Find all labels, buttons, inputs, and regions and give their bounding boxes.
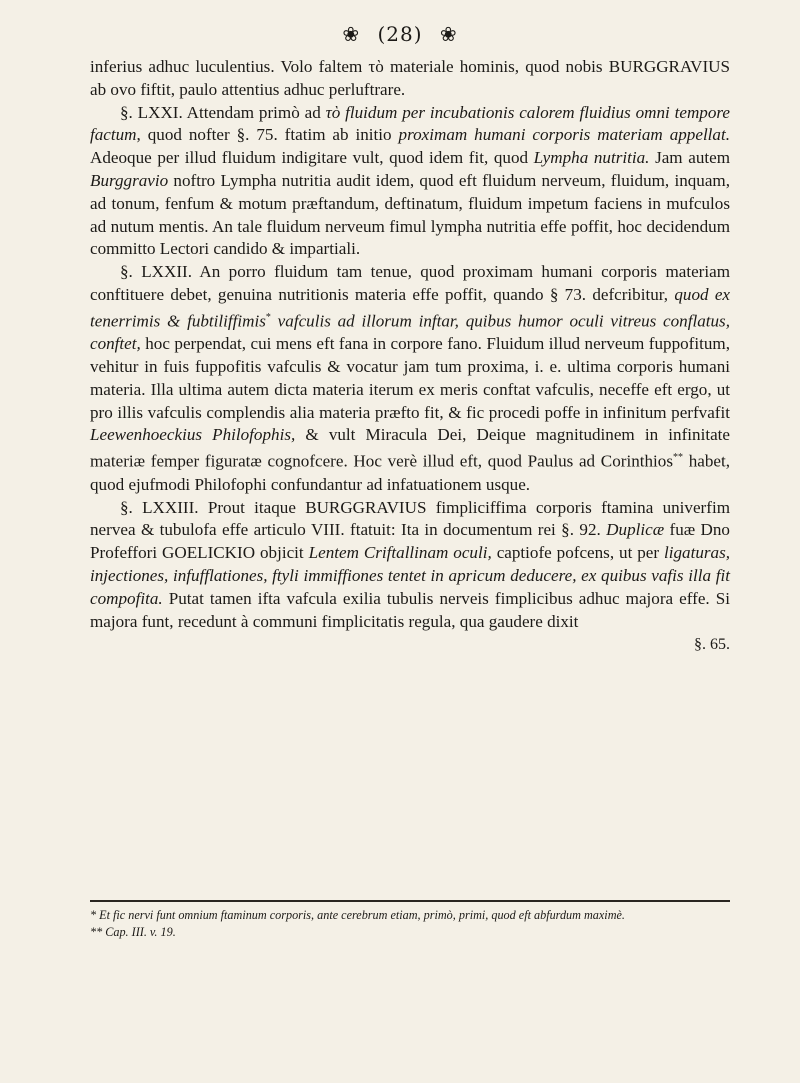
p2-text-1: §. LXXII. An porro fluidum tam tenue, quod proximam humani corporis materiam conftituere debet, genuina nutritionis materia effe poffit, quando § 73. defcribitur, [90, 262, 730, 304]
footnote-mark-2: ** [672, 452, 683, 464]
p0-text: inferius adhuc luculentius. Volo faltem τὸ materiale hominis, quod nobis BURGGRAVIUS ab ovo fiftit, paulo attentius adhuc perluftrare. [90, 57, 730, 99]
p3-italic-1: Duplicæ [606, 520, 665, 540]
running-header [0, 22, 800, 46]
p1-text-4: Jam autem [649, 148, 730, 168]
p1-text-2: , quod nofter §. 75. ftatim ab initio [136, 125, 399, 145]
p3-text-4: Putat tamen ifta vafcula exilia tubulis nerveis fimplicibus adhuc majora effe. Si majora funt, recedunt à communi fimplicitatis regula, qua gaudere dixit [90, 588, 730, 631]
catchword: §. 65. [694, 636, 730, 654]
footnote-divider [90, 900, 730, 902]
p1-italic-1: τὸ fluidum per incubationis calorem fluidius omni tempore factum [90, 102, 730, 145]
p2-italic-1: quod ex tenerrimis & fubtiliffimis [90, 284, 730, 331]
p2-italic-3: Leewenhoeckius Philofophis, [90, 425, 296, 445]
paragraph-lxxiii [90, 497, 730, 634]
p1-text-3: Adeoque per illud fluidum indigitare vult, quod idem fit, quod [90, 148, 534, 168]
p1-text-5: noftro Lympha nutritia audit idem, quod eft fluidum nerveum, fluidum, inquam, ad tonum, fenfum & motum præftandum, deftinatum, fluidum impetum faciens in mufculos ad nutum mentis. An tale fluidum nerveum fimul lympha nutritia effe poffit, hoc decidendum committo Lectori candido & impartiali. [90, 170, 730, 259]
p2-text-4: habet, quod ejufmodi Philofophi confundantur ad infatuationem usque. [90, 451, 730, 494]
p1-italic-2: proximam humani corporis materiam appellat. [398, 125, 731, 145]
p2-italic-2: vafculis ad illorum inftar, quibus humor oculi vitreus conflatus, conftet, [90, 311, 730, 354]
p1-italic-4: Burggravio [90, 170, 169, 190]
p2-text-2: hoc perpendat, cui mens eft fana in corpore fano. Fluidum illud nerveum fuppofitum, vehitur in fuis fuppofitis vafculis & vocatur jam tum proxima, i. e. ultima corporis humani materia. Illa ultima autem dicta materia iterum ex meris conftat vafculis, neceffe eft ergo, ut pro illis vafculis complendis alia materia præfto fit, & fic procedi poffe in infinitum perfvafit [90, 334, 730, 422]
p3-italic-2: Lentem Criftallinam oculi, [308, 543, 492, 563]
p3-italic-3: ligaturas, injectiones, infufflationes, ftyli immiffiones tentet in apricum deducere, ex quibus vafis illa fit compofita. [90, 543, 731, 608]
footnote-2: ** Cap. III. v. 19. [90, 925, 176, 939]
p3-text-2: fuæ Dno Profeffori GOELICKIO objicit [90, 520, 730, 563]
p1-italic-3: Lympha nutritia. [533, 148, 650, 168]
p3-text-3: captiofe pofcens, ut per [491, 543, 664, 563]
footnotes [90, 907, 730, 941]
footnote-1: * Et fic nervi funt omnium ftaminum corporis, ante cerebrum etiam, primò, primi, quod eft abfurdum maximè. [90, 908, 625, 922]
ornament-left-icon: ❀ [342, 22, 361, 46]
ornament-right-icon: ❀ [439, 22, 458, 46]
paragraph-lxxii [90, 261, 730, 496]
p2-text-3: & vult Miracula Dei, Deique magnitudinem in infinitate materiæ femper figuratæ cognofcere. Hoc verè illud eft, quod Paulus ad Corinthios [90, 425, 730, 471]
p3-text-1: §. LXXIII. Prout itaque BURGGRAVIUS fimpliciffima corporis ftamina univerfim nervea & tubulofa effe articulo VIII. ftatuit: Ita in documentum rei §. 92. [90, 497, 730, 540]
p1-text-1: §. LXXI. Attendam primò ad [120, 102, 326, 122]
main-text [90, 56, 730, 655]
paragraph-lxxi [90, 102, 730, 262]
footnote-mark-1: * [265, 311, 271, 323]
page-number: (28) [377, 22, 423, 46]
paragraph-continuation [90, 56, 730, 102]
